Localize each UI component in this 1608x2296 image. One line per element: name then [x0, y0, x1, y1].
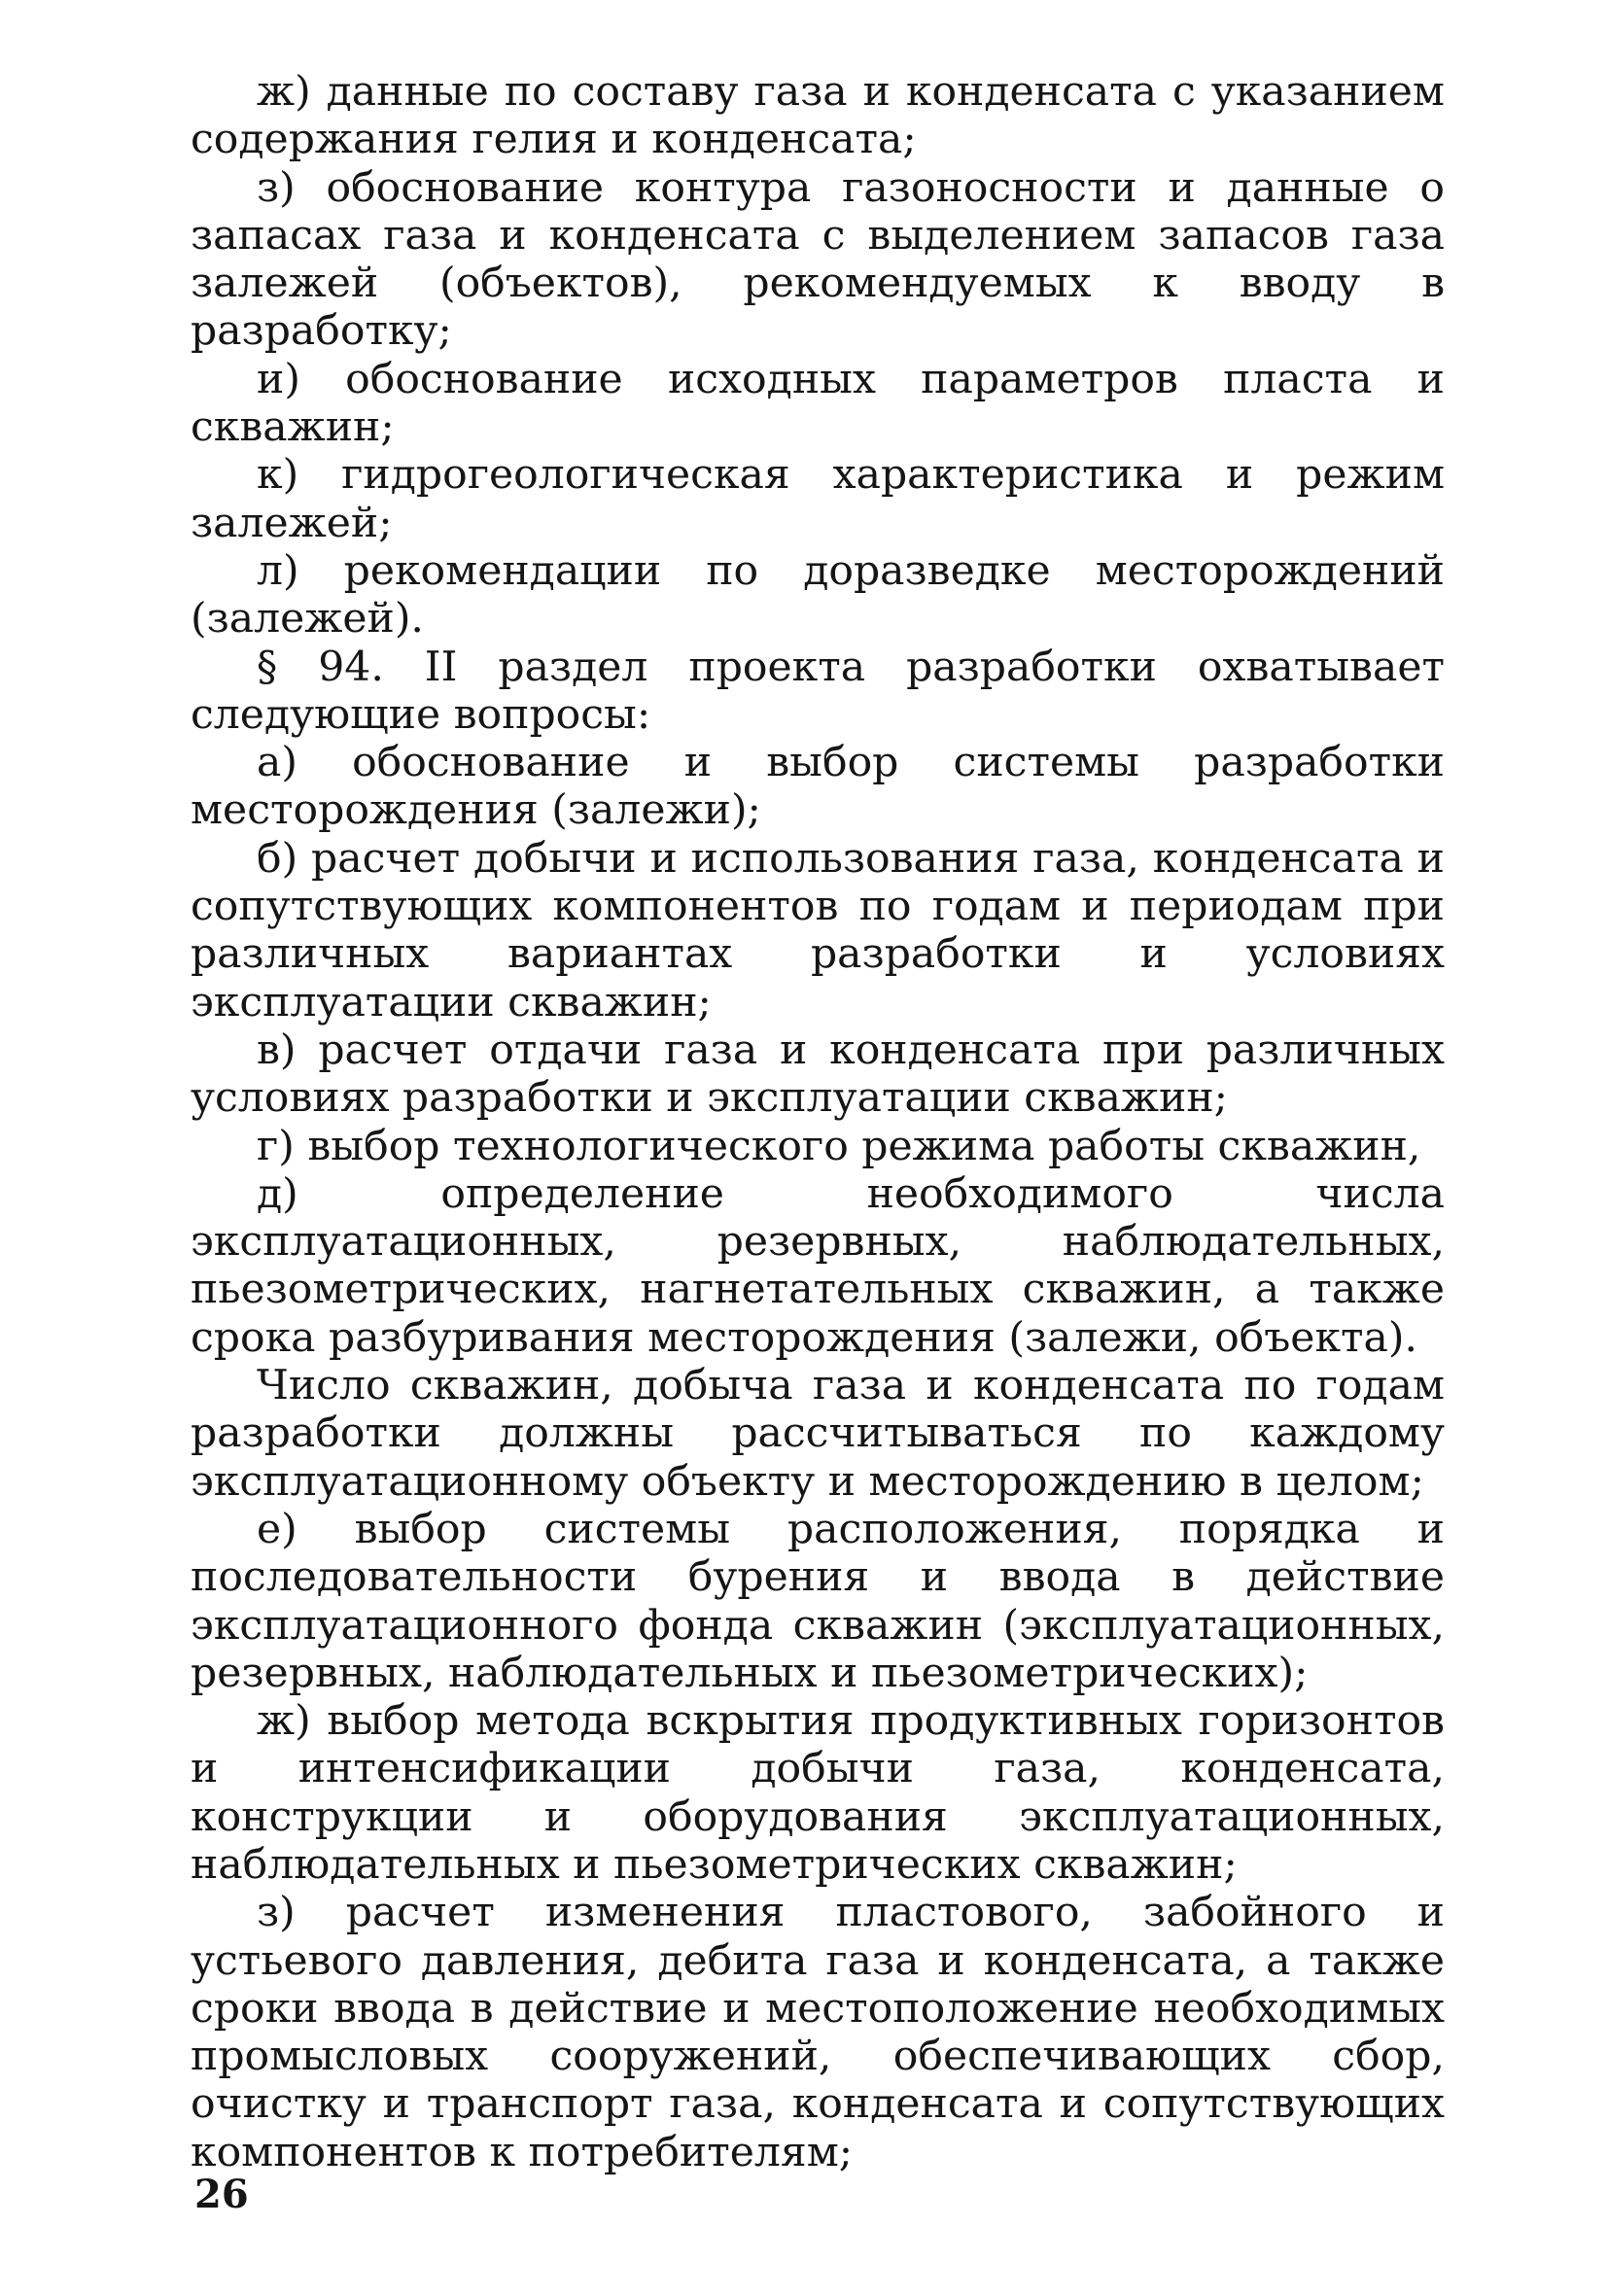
paragraph-a-system-choice: а) обоснование и выбор системы разработки месторождения (залежи);	[191, 739, 1445, 835]
paragraph-z-pressure-calc: з) расчет изменения пластового, забойного и устьевого давления, дебита газа и конденсата, а также сроки ввода в действие и местоположение необходимых промысловых сооружений, обеспечивающих сбор, очистку и транспорт газа, конденсата и сопутствующих компонентов к потребителям;	[191, 1889, 1445, 2176]
paragraph-k-hydrogeology: к) гидрогеологическая характеристика и режим залежей;	[191, 451, 1445, 547]
page-number: 26	[194, 2172, 249, 2217]
paragraph-e-placement: е) выбор системы расположения, порядка и последовательности бурения и ввода в действие эксплуатационного фонда скважин (эксплуатационных, резервных, наблюдательных и пьезометрических);	[191, 1505, 1445, 1697]
paragraph-v-recovery-calc: в) расчет отдачи газа и конденсата при различных условиях разработки и эксплуатации скважин;	[191, 1026, 1445, 1123]
paragraph-g-tech-regime: г) выбор технологического режима работы скважин,	[257, 1122, 1421, 1170]
document-page	[191, 68, 1445, 2176]
paragraph-i-initial-params: и) обоснование исходных параметров пласта и скважин;	[191, 355, 1445, 452]
paragraph-d-wells-number: д) определение необходимого числа эксплуатационных, резервных, наблюдательных, пьезометрических, нагнетательных скважин, а также срока разбуривания месторождения (залежи, объекта).	[191, 1169, 1445, 1362]
paragraph-b-production-calc: б) расчет добычи и использования газа, конденсата и сопутствующих компонентов по годам и периодам при различных вариантах разработки и условиях эксплуатации скважин;	[191, 834, 1445, 1026]
paragraph-z-gas-contour: з) обоснование контура газоносности и данные о запасах газа и конденсата с выделением запасов газа залежей (объектов), рекомендуемых к вводу в разработку;	[191, 163, 1445, 356]
paragraph-zh-opening-method: ж) выбор метода вскрытия продуктивных горизонтов и интенсификации добычи газа, конденсата, конструкции и оборудования эксплуатационных, наблюдательных и пьезометрических скважин;	[191, 1697, 1445, 1889]
paragraph-zh-gas-composition: ж) данные по составу газа и конденсата с указанием содержания гелия и конденсата;	[191, 68, 1445, 164]
section-94-heading: § 94. II раздел проекта разработки охватывает следующие вопросы:	[191, 643, 1445, 739]
paragraph-wells-note: Число скважин, добыча газа и конденсата по годам разработки должны рассчитываться по каждому эксплуатационному объекту и месторождению в целом;	[191, 1362, 1445, 1506]
paragraph-l-recommendations: л) рекомендации по доразведке месторождений (залежей).	[191, 546, 1445, 644]
